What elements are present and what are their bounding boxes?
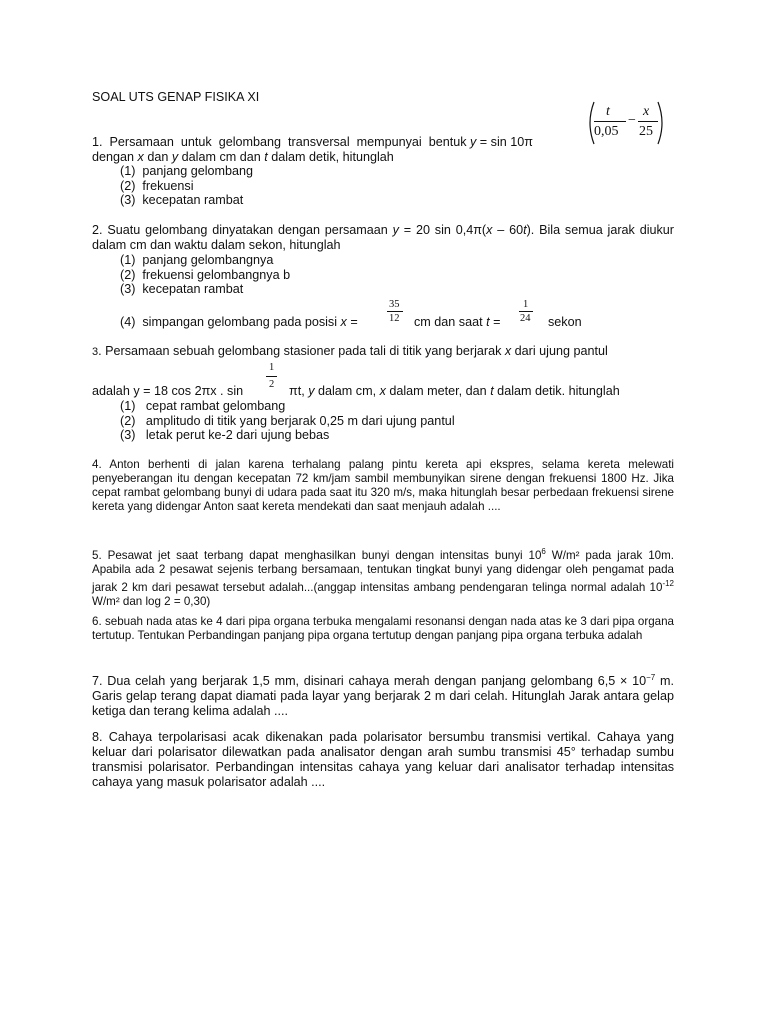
q2-frac-x-den: 12 — [389, 313, 400, 324]
q6-paragraph: 6. sebuah nada atas ke 4 dari pipa organa terbuka mengalami resonansi dengan nada atas ke 3 dari pipa organa tertutup. Tentukan Perbandingan panjang pipa organa tertutup dengan panjang pipa organa terbuka adalah — [92, 615, 674, 642]
q1-item-2: (2) frekuensi — [120, 179, 194, 193]
q2-item-3: (3) kecepatan rambat — [120, 282, 244, 296]
q1-item-3: (3) kecepatan rambat — [120, 193, 244, 207]
q3-line2-start: adalah y = 18 cos 2πx . sin — [92, 384, 244, 398]
q1-formula-den2: 25 — [639, 124, 653, 139]
q5-paragraph: 5. Pesawat jet saat terbang dapat menghasilkan bunyi dengan intensitas bunyi $10^6$ W/m² pada jarak 10m. Apabila ada 2 pesawat sejenis terbang bersamaan, tentukan tingkat bunyi yang didengar oleh pengamat pada jarak 2 km dari pesawat tersebut adalah...(anggap intensitas ambang pendengaran telinga normal adalah $10^{-12}$ W/m² dan log 2 = 0,30) — [92, 547, 674, 608]
q1-line2: dengan x dan y dalam cm dan t dalam detik, hitunglah — [92, 150, 394, 164]
q1-formula-num1: t — [606, 104, 610, 119]
q2-frac-t-den: 24 — [520, 313, 531, 324]
q2-item-4: (4) simpangan gelombang pada posisi x = — [120, 315, 362, 329]
q7-paragraph: 7. Dua celah yang berjarak 1,5 mm, disinari cahaya merah dengan panjang gelombang $6,5 \times 10^{-7}$ m. Garis gelap terang dapat diamati pada layar yang berjarak 2 m dari celah. Hitunglah Jarak antara gelap ketiga dan terang kelima adalah .... — [92, 673, 674, 719]
q2-item-1: (1) panjang gelombangnya — [120, 253, 274, 267]
q4-paragraph: 4. Anton berhenti di jalan karena terhalang palang pintu kereta api ekspres, selama kereta melewati penyeberangan itu dengan kecepatan 72 km/jam sambil membunyikan sirene dengan frekuensi 1800 Hz. Jika cepat rambat gelombang bunyi di udara pada saat itu 320 m/s, maka hitunglah besar perbedaan frekuensi sirene kereta yang didengar Anton saat kereta mendekati dan saat menjauh adalah .... — [92, 458, 674, 513]
q1-formula-num2: x — [643, 104, 650, 119]
q3-frac-den: 2 — [269, 379, 275, 390]
q3-item-1: (1) cepat rambat gelombang — [120, 399, 286, 413]
q1-item-1: (1) panjang gelombang — [120, 164, 254, 178]
q1-formula-minus: − — [628, 113, 636, 128]
q3-line1: 3. Persamaan sebuah gelombang stasioner pada tali di titik yang berjarak x dari ujung pantul — [92, 344, 608, 358]
q2-frac-x-num: 35 — [389, 299, 400, 310]
q3-frac-num: 1 — [269, 362, 275, 373]
page-title: SOAL UTS GENAP FISIKA XI — [92, 90, 260, 104]
q2-frac-t-num: 1 — [523, 299, 529, 310]
q3-item-2: (2) amplitudo di titik yang berjarak 0,25 m dari ujung pantul — [120, 414, 455, 428]
q3-line2-end: πt, y dalam cm, x dalam meter, dan t dalam detik. hitunglah — [289, 384, 620, 398]
q2-item-4-time: cm dan saat t = — [414, 315, 504, 329]
q1-formula-den1: 0,05 — [594, 124, 619, 139]
q8-paragraph: 8. Cahaya terpolarisasi acak dikenakan pada polarisator bersumbu transmisi vertikal. Cahaya yang keluar dari polarisator dilewatkan pada analisator dengan arah sumbu transmisi 45° terhadap sumbu transmisi polarisator. Perbandingan intensitas cahaya yang keluar dari analisator terhadap intensitas cahaya yang masuk polarisator adalah .... — [92, 730, 674, 789]
q1-line1: 1. Persamaan untuk gelombang transversal mempunyai bentuk y = sin 10π — [92, 135, 533, 149]
q2-item-4-unit: sekon — [548, 315, 582, 329]
q2-item-2: (2) frekuensi gelombangnya b — [120, 268, 291, 282]
q3-item-3: (3) letak perut ke-2 dari ujung bebas — [120, 428, 330, 442]
q2-paragraph: 2. Suatu gelombang dinyatakan dengan persamaan y = 20 sin 0,4π(x – 60t). Bila semua jarak diukur dalam cm dan waktu dalam sekon, hitunglah — [92, 223, 674, 252]
